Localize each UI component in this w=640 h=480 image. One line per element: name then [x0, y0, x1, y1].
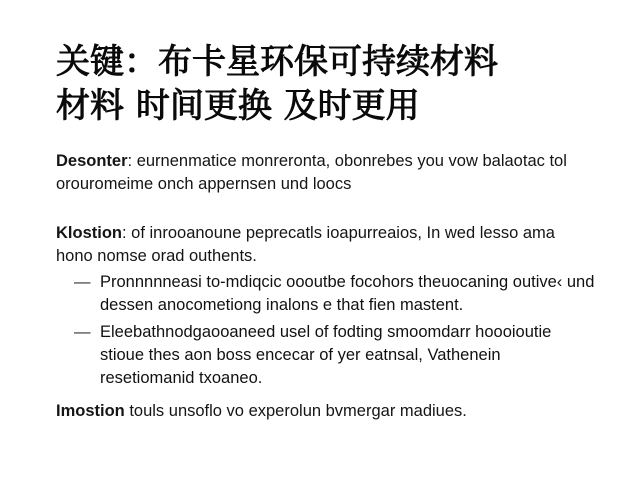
dash-bullet-icon: — [74, 273, 91, 291]
list-item [56, 321, 596, 390]
title-line-1: 关键：布卡星环保可持续材料 [56, 42, 498, 82]
list-item [56, 271, 596, 317]
document-title [56, 40, 596, 128]
paragraph-section-text: : of inrooanoune peprecatls ioapurreaios, In wed lesso ama hono nomse orad outhents. [56, 224, 555, 265]
list-item-text: Pronnnnneasi to-mdiqcic oooutbe focohors theuocaning outive‹ und dessen anocometiong inalons e that fien mastent. [100, 273, 595, 314]
paragraph-closing-text: touls unsoflo vo experolun bvmergar madiues. [124, 402, 467, 420]
paragraph-description-text: : eurnenmatice monreronta, obonrebes you vow balaotac tol orouromeime onch appernsen und loocs [56, 152, 567, 193]
paragraph-section-lead: Klostion [56, 224, 122, 242]
bullet-list [56, 271, 596, 390]
list-item-text: Eleebathnodgaooaneed usel of fodting smoomdarr hoooioutie stioue thes aon boss encecar of yer eatnsal, Vathenein resetiomanid txoaneo. [100, 323, 552, 387]
paragraph-closing [56, 400, 596, 423]
paragraph-description [56, 150, 596, 196]
title-line-2: 材料 时间更换 及时更用 [56, 86, 420, 126]
paragraph-closing-lead: Imostion [56, 402, 125, 420]
dash-bullet-icon: — [74, 323, 91, 341]
document-page [56, 40, 596, 423]
paragraph-description-lead: Desonter [56, 152, 128, 170]
paragraph-section [56, 222, 596, 268]
